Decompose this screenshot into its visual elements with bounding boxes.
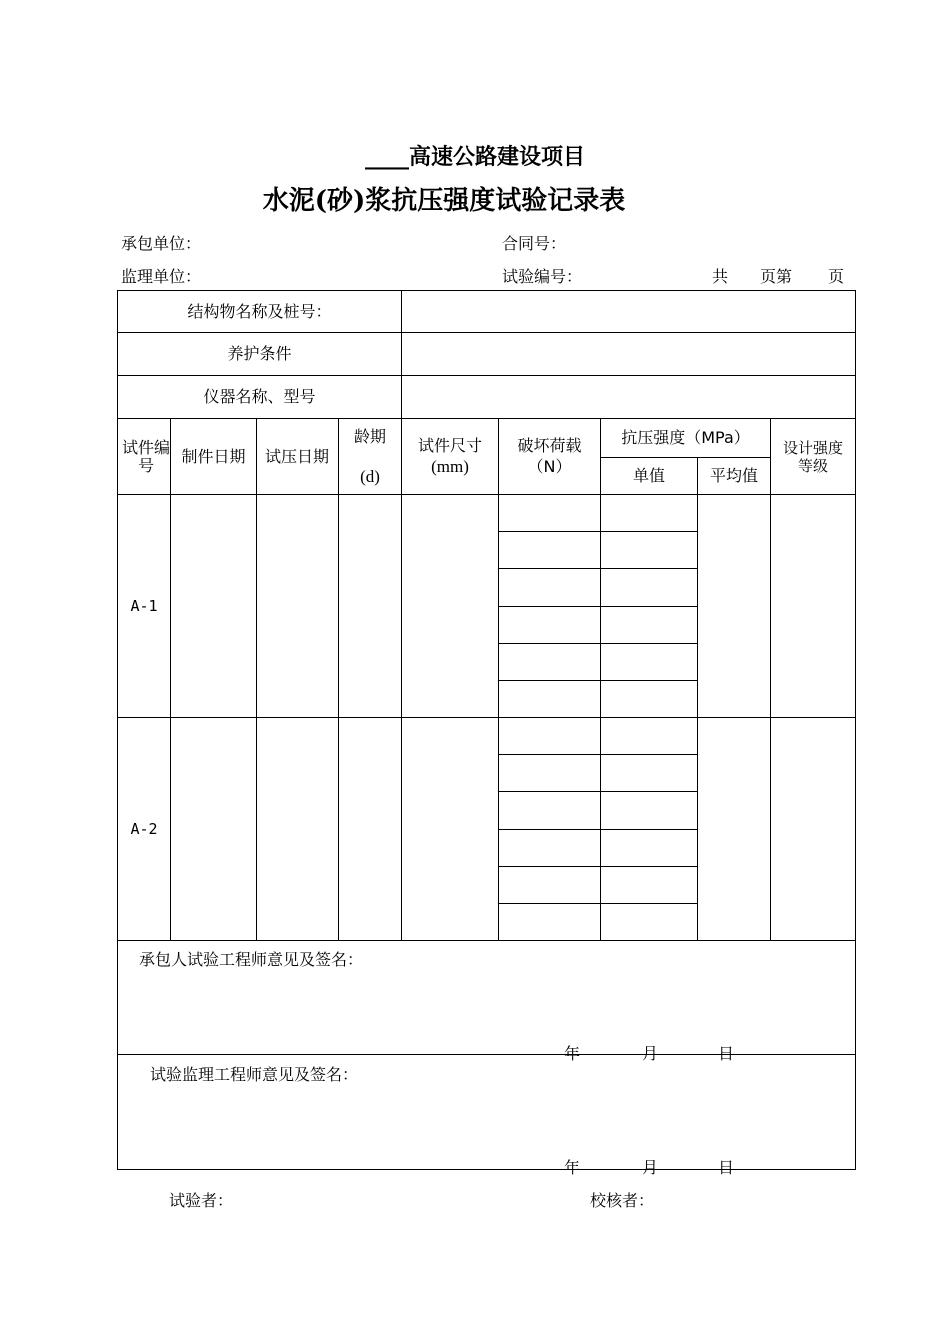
col-load: 破坏荷载 — [517, 436, 582, 455]
contractor-date-month: 月 — [642, 1044, 659, 1063]
col-test-date: 试压日期 — [264, 446, 329, 466]
info-value-structure[interactable] — [402, 291, 855, 332]
col-average: 平均值 — [709, 466, 758, 485]
test-no-label: 试验编号： — [502, 267, 583, 286]
contractor-date-year: 年 — [564, 1044, 581, 1063]
total-pages-label: 共 — [712, 267, 729, 286]
form-title: 水泥(砂)浆抗压强度试验记录表 — [262, 186, 626, 216]
col-make-date: 制件日期 — [181, 446, 246, 466]
contractor-label: 承包单位： — [121, 234, 202, 253]
group-label-a2: A-2 — [130, 820, 158, 838]
supervisor-date-month: 月 — [642, 1158, 659, 1177]
page-label: 页第 — [760, 267, 793, 286]
project-title: ____高速公路建设项目 — [364, 144, 585, 170]
info-label-instrument: 仪器名称、型号 — [203, 387, 316, 406]
col-size-unit: (mm) — [431, 457, 469, 476]
group-label-a1: A-1 — [130, 597, 158, 615]
contractor-date-day: 日 — [718, 1044, 735, 1063]
info-label-curing: 养护条件 — [227, 344, 292, 363]
info-label-structure: 结构物名称及桩号： — [187, 301, 332, 321]
col-load-unit: （N） — [527, 457, 572, 476]
col-single: 单值 — [632, 466, 665, 485]
page-suffix: 页 — [828, 267, 845, 286]
info-value-curing[interactable] — [402, 333, 855, 375]
col-strength: 抗压强度（MPa） — [621, 428, 750, 447]
checker-label: 校核者： — [590, 1191, 655, 1210]
col-size: 试件尺寸 — [417, 436, 482, 455]
supervisor-date-year: 年 — [564, 1158, 581, 1177]
info-value-instrument[interactable] — [402, 376, 855, 418]
tester-label: 试验者： — [169, 1191, 234, 1210]
supervisor-opinion-label: 试验监理工程师意见及签名： — [150, 1065, 359, 1084]
col-design-grade: 设计强度等级 — [782, 438, 843, 475]
contract-no-label: 合同号： — [502, 234, 567, 253]
supervisor-label: 监理单位： — [121, 267, 202, 286]
contractor-opinion-label: 承包人试验工程师意见及签名： — [139, 950, 364, 969]
col-age-unit: (d) — [360, 467, 380, 486]
supervisor-date-day: 日 — [718, 1158, 735, 1177]
col-age: 龄期 — [353, 427, 386, 446]
col-specimen-no: 试件编号 — [122, 437, 171, 475]
